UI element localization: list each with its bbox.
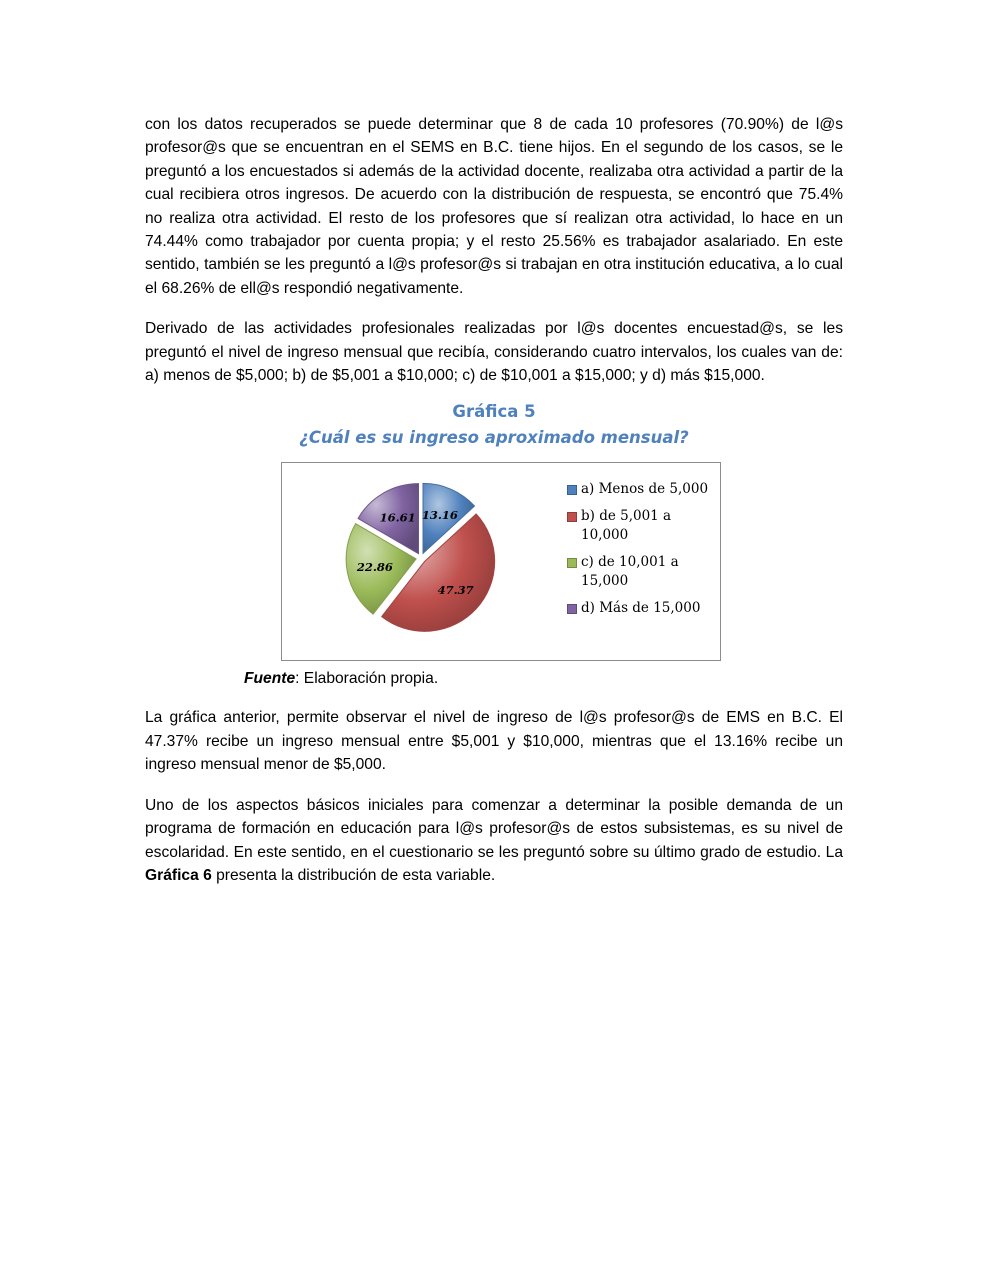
legend-label: b) de 5,001 a 10,000 — [581, 508, 672, 544]
legend-item — [567, 553, 717, 591]
paragraph-text: presenta la distribución de esta variable. — [211, 866, 496, 884]
legend-label: d) Más de 15,000 — [581, 600, 701, 617]
figure-number: Gráfica 5 — [452, 402, 536, 422]
figure-title: ¿Cuál es su ingreso aproximado mensual? — [299, 428, 689, 448]
legend-label: a) Menos de 5,000 — [581, 481, 709, 498]
paragraph-children-income: con los datos recuperados se puede determinar que 8 de cada 10 profesores (70.90%) de l@s profesor@s que se encuentran en el SEMS en B.C. tiene hijos. En el segundo de los casos, se le preguntó a los encuestados si además de la actividad docente, realizaba otra actividad a partir de la cual recibiera otros ingresos. De acuerdo con la distribución de respuesta, se encontró que 75.4% no realiza otra actividad. El resto de los profesores que sí realizan otra actividad, lo hace en un 74.44% como trabajador por cuenta propia; y el resto 25.56% es trabajador asalariado. En este sentido, también se les preguntó a l@s profesor@s si trabajan en otra institución educativa, a lo cual el 68.26% de ell@s respondió negativamente. — [145, 116, 843, 297]
paragraph-schooling — [145, 794, 843, 888]
pie-data-label-10001-15000: 22.86 — [356, 560, 393, 575]
pie-data-label-mas-15000: 16.61 — [379, 510, 416, 525]
legend-item — [567, 480, 717, 499]
legend-swatch — [567, 604, 577, 614]
legend-swatch — [567, 485, 577, 495]
paragraph-income-intervals: Derivado de las actividades profesionales realizadas por l@s docentes encuestad@s, se les preguntó el nivel de ingreso mensual que recibía, considerando cuatro intervalos, los cuales van de: a) menos de $5,000; b) de $5,001 a $10,000; c) de $10,001 a $15,000; y d) más $15,000. — [145, 320, 843, 385]
paragraph-text: Uno de los aspectos básicos iniciales para comenzar a determinar la posible demanda de un programa de formación en educación para l@s profesor@s de estos subsistemas, es su nivel de escolaridad. En este sentido, en el cuestionario se les preguntó sobre su último grado de estudio. La — [145, 796, 843, 861]
source-label: Fuente — [244, 670, 296, 688]
source-text: : Elaboración propia. — [295, 670, 439, 688]
pie-data-label-menos-5000: 13.16 — [421, 508, 458, 523]
paragraph-income-analysis: La gráfica anterior, permite observar el nivel de ingreso de l@s profesor@s de EMS en B.C. El 47.37% recibe un ingreso mensual entre $5,001 y $10,000, mientras que el 13.16% recibe un ingreso mensual menor de $5,000. — [145, 709, 843, 774]
pie-data-label-5001-10000: 47.37 — [437, 583, 474, 598]
figure-reference: Gráfica 6 — [145, 866, 212, 884]
chart-legend — [567, 480, 717, 626]
legend-item — [567, 507, 717, 545]
legend-label: c) de 10,001 a 15,000 — [581, 554, 679, 590]
figure-source — [244, 667, 843, 690]
legend-swatch — [567, 512, 577, 522]
pie-chart — [281, 462, 721, 661]
document-page — [145, 113, 843, 904]
legend-swatch — [567, 558, 577, 568]
legend-item — [567, 599, 717, 618]
